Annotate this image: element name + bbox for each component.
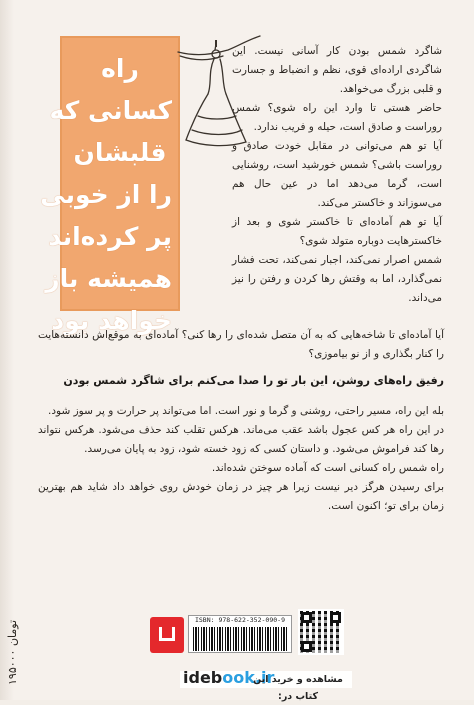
paragraph: در این راه هر کس عجول باشد عقب می‌ماند. هرکس تقلب کند حذف می‌شود. هرکس نتواند رها کند فراموش می‌شود. و داستان کسی که زود خسته شود، زود به پایان می‌رسد. bbox=[38, 424, 444, 455]
qr-code-icon[interactable] bbox=[298, 609, 344, 655]
orange-quote-box bbox=[40, 36, 180, 335]
paragraph: آیا آماده‌ای تا شاخه‌هایی که به آن متصل شده‌ای را رها کنی؟ آماده‌ای به موقع‌اش دانسته‌هایت را کنار بگذاری و از نو بیاموزی؟ bbox=[38, 329, 444, 360]
paragraph: آیا تو هم می‌توانی در مقابل خودت صادق و روراست باشی؟ شمس خورشید است، روشنایی است، گرما می‌دهد اما در عین حال هم می‌سوزاند و خاکستر می‌کند. bbox=[232, 140, 442, 209]
spine-edge bbox=[0, 0, 14, 700]
quote-line: همیشه باز bbox=[45, 264, 172, 293]
barcode-icon bbox=[193, 627, 287, 651]
paragraph: حاضر هستی تا وارد این راه شوی؟ شمس روراست و صادق است، حیله و فریب ندارد. bbox=[232, 102, 442, 133]
quote-line: کسانی که bbox=[49, 96, 172, 125]
watermark-text: مشاهده و خرید این کتاب در: bbox=[253, 674, 343, 702]
section-heading: رفیق راه‌های روشن، این بار تو را صدا می‌کنم برای شاگرد شمس بودن bbox=[63, 374, 444, 387]
isbn-barcode-block bbox=[188, 615, 292, 653]
quote-line: را از خوبی bbox=[40, 180, 172, 209]
paragraph: بله این راه، مسیر راحتی، روشنی و گرما و نور است. اما می‌تواند پر حرارت و پر سوز شود. bbox=[48, 405, 444, 417]
quote-line: قلبشان bbox=[73, 138, 167, 167]
watermark-logo[interactable]: idebook.ir bbox=[183, 668, 275, 687]
quote-line: خواهد بود bbox=[51, 306, 172, 335]
paragraph: راه شمس راه کسانی است که آماده سوختن شده‌اند. bbox=[211, 462, 444, 474]
question-paragraph bbox=[38, 326, 444, 364]
isbn-number: ISBN: 978-622-352-090-9 bbox=[194, 616, 285, 624]
price-label: ۱۹۵۰۰۰ تومان bbox=[6, 619, 19, 685]
closing-column bbox=[38, 402, 444, 516]
paragraph: آیا تو هم آماده‌ای تا خاکستر شوی و بعد از خاکسترهایت دوباره متولد شوی؟ bbox=[232, 216, 442, 247]
paragraph: برای رسیدن هرگز دیر نیست زیرا هر چیز در زمان خودش روی خواهد داد شاید هم بهترین زمان برای تو؛ اکنون است. bbox=[38, 481, 444, 512]
paragraph: شمس اصرار نمی‌کند، اجبار نمی‌کند، تحت فشار نمی‌گذارد، اما به وقتش رها کردن و رفتن را نیز می‌داند. bbox=[232, 254, 442, 304]
quote-line: راه bbox=[101, 54, 139, 83]
intro-column bbox=[232, 42, 442, 308]
publisher-logo-icon bbox=[150, 617, 184, 653]
quote-line: پر کرده‌اند bbox=[48, 222, 172, 251]
paragraph: شاگرد شمس بودن کار آسانی نیست. این شاگردی اراده‌ای قوی، نظم و انضباط و جسارت و قلبی بزرگ می‌خواهد. bbox=[232, 45, 442, 95]
